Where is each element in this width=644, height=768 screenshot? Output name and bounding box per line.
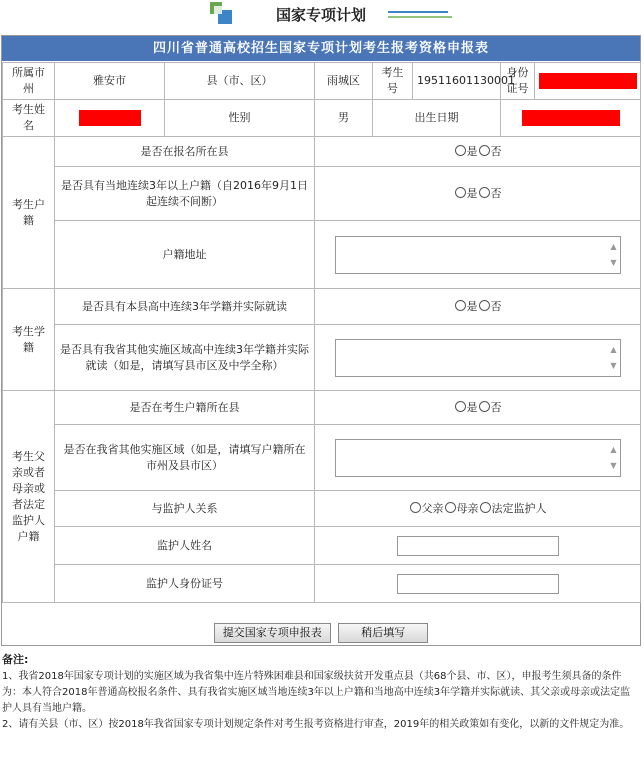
xueji-q1: 是否具有本县高中连续3年学籍并实际就读 bbox=[55, 289, 315, 325]
city-label: 所属市州 bbox=[3, 63, 55, 100]
submit-button[interactable]: 提交国家专项申报表 bbox=[214, 623, 331, 643]
parent-region-textarea[interactable] bbox=[335, 439, 621, 477]
scroll-up-icon[interactable]: ▲ bbox=[610, 344, 617, 354]
scroll-down-icon[interactable]: ▼ bbox=[610, 257, 617, 267]
parent-q1: 是否在考生户籍所在县 bbox=[55, 391, 315, 425]
guardian-name-input[interactable] bbox=[397, 536, 559, 556]
name-value bbox=[55, 100, 165, 137]
note-1: 1、我省2018年国家专项计划的实施区域为我省集中连片特殊困难县和国家级扶贫开发重点县（共68个县、市、区），申报考生须具备的条件为：本人符合2018年普通高校报名条件、具有我省实施区域当地连续3年以上户籍和当地高中连续3年学籍并实际就读、其父亲或母亲或法定监护人具有当地户籍。 bbox=[2, 671, 631, 714]
county-label: 县（市、区） bbox=[165, 63, 315, 100]
notes-section bbox=[2, 652, 640, 733]
xueji-q2: 是否具有我省其他实施区域高中连续3年学籍并实际就读（如是，请填写县市区及中学全称） bbox=[55, 325, 315, 391]
huji-q1-no-radio[interactable] bbox=[479, 145, 490, 156]
decorative-line bbox=[388, 11, 448, 13]
huji-q2-yes-radio[interactable] bbox=[455, 187, 466, 198]
exam-no-value: 19511601130001 bbox=[413, 63, 501, 100]
form-banner: 四川省普通高校招生国家专项计划考生报考资格申报表 bbox=[2, 36, 640, 61]
note-2: 2、请有关县（市、区）按2018年我省国家专项计划规定条件对考生报考资格进行审查，2019年的相关政策如有变化，以新的文件规定为准。 bbox=[2, 719, 630, 730]
xueji-q1-radios: 是 否 bbox=[315, 289, 641, 325]
huji-q2-radios: 是 否 bbox=[315, 167, 641, 221]
birth-label: 出生日期 bbox=[373, 100, 501, 137]
parent-q1-radios: 是 否 bbox=[315, 391, 641, 425]
gender-value: 男 bbox=[315, 100, 373, 137]
relation-father-radio[interactable] bbox=[410, 502, 421, 513]
parent-q5: 监护人身份证号 bbox=[55, 565, 315, 603]
id-label: 身份证号 bbox=[501, 63, 535, 100]
redacted-birthdate bbox=[522, 110, 620, 126]
decorative-line bbox=[388, 16, 452, 18]
birth-value bbox=[501, 100, 641, 137]
xueji-q1-no-radio[interactable] bbox=[479, 300, 490, 311]
huji-q2-no-radio[interactable] bbox=[479, 187, 490, 198]
guardian-id-input[interactable] bbox=[397, 574, 559, 594]
page-header bbox=[0, 0, 644, 32]
name-label: 考生姓名 bbox=[3, 100, 55, 137]
form-frame bbox=[1, 35, 641, 646]
parent-label: 考生父亲或者母亲或者法定监护人户籍 bbox=[3, 391, 55, 603]
parent-q1-no-radio[interactable] bbox=[479, 401, 490, 412]
button-row bbox=[2, 620, 640, 646]
scroll-down-icon[interactable]: ▼ bbox=[610, 460, 617, 470]
huji-address-textarea[interactable] bbox=[335, 236, 621, 274]
exam-no-label: 考生号 bbox=[373, 63, 413, 100]
huji-q1-yes-radio[interactable] bbox=[455, 145, 466, 156]
redacted-name bbox=[79, 110, 141, 126]
huji-q3: 户籍地址 bbox=[55, 221, 315, 289]
page-title: 国家专项计划 bbox=[276, 6, 367, 24]
city-value: 雅安市 bbox=[55, 63, 165, 100]
scroll-up-icon[interactable]: ▲ bbox=[610, 241, 617, 251]
parent-q1-yes-radio[interactable] bbox=[455, 401, 466, 412]
parent-q4: 监护人姓名 bbox=[55, 527, 315, 565]
application-form-table bbox=[2, 62, 641, 603]
xueji-school-textarea[interactable] bbox=[335, 339, 621, 377]
id-value bbox=[535, 63, 641, 100]
logo-icon bbox=[210, 2, 232, 24]
fill-later-button[interactable]: 稍后填写 bbox=[338, 623, 428, 643]
relation-guardian-radio[interactable] bbox=[480, 502, 491, 513]
relation-mother-radio[interactable] bbox=[445, 502, 456, 513]
notes-title: 备注: bbox=[2, 653, 29, 666]
county-value: 雨城区 bbox=[315, 63, 373, 100]
huji-label: 考生户籍 bbox=[3, 137, 55, 289]
parent-q3: 与监护人关系 bbox=[55, 491, 315, 527]
relation-radios: 父亲 母亲 法定监护人 bbox=[315, 491, 641, 527]
huji-q1: 是否在报名所在县 bbox=[55, 137, 315, 167]
huji-q1-radios: 是 否 bbox=[315, 137, 641, 167]
xueji-label: 考生学籍 bbox=[3, 289, 55, 391]
redacted-id bbox=[539, 73, 637, 89]
scroll-down-icon[interactable]: ▼ bbox=[610, 360, 617, 370]
parent-q2: 是否在我省其他实施区域（如是，请填写户籍所在市州及县市区） bbox=[55, 425, 315, 491]
scroll-up-icon[interactable]: ▲ bbox=[610, 444, 617, 454]
huji-q2: 是否具有当地连续3年以上户籍（自2016年9月1日起连续不间断） bbox=[55, 167, 315, 221]
xueji-q1-yes-radio[interactable] bbox=[455, 300, 466, 311]
gender-label: 性别 bbox=[165, 100, 315, 137]
